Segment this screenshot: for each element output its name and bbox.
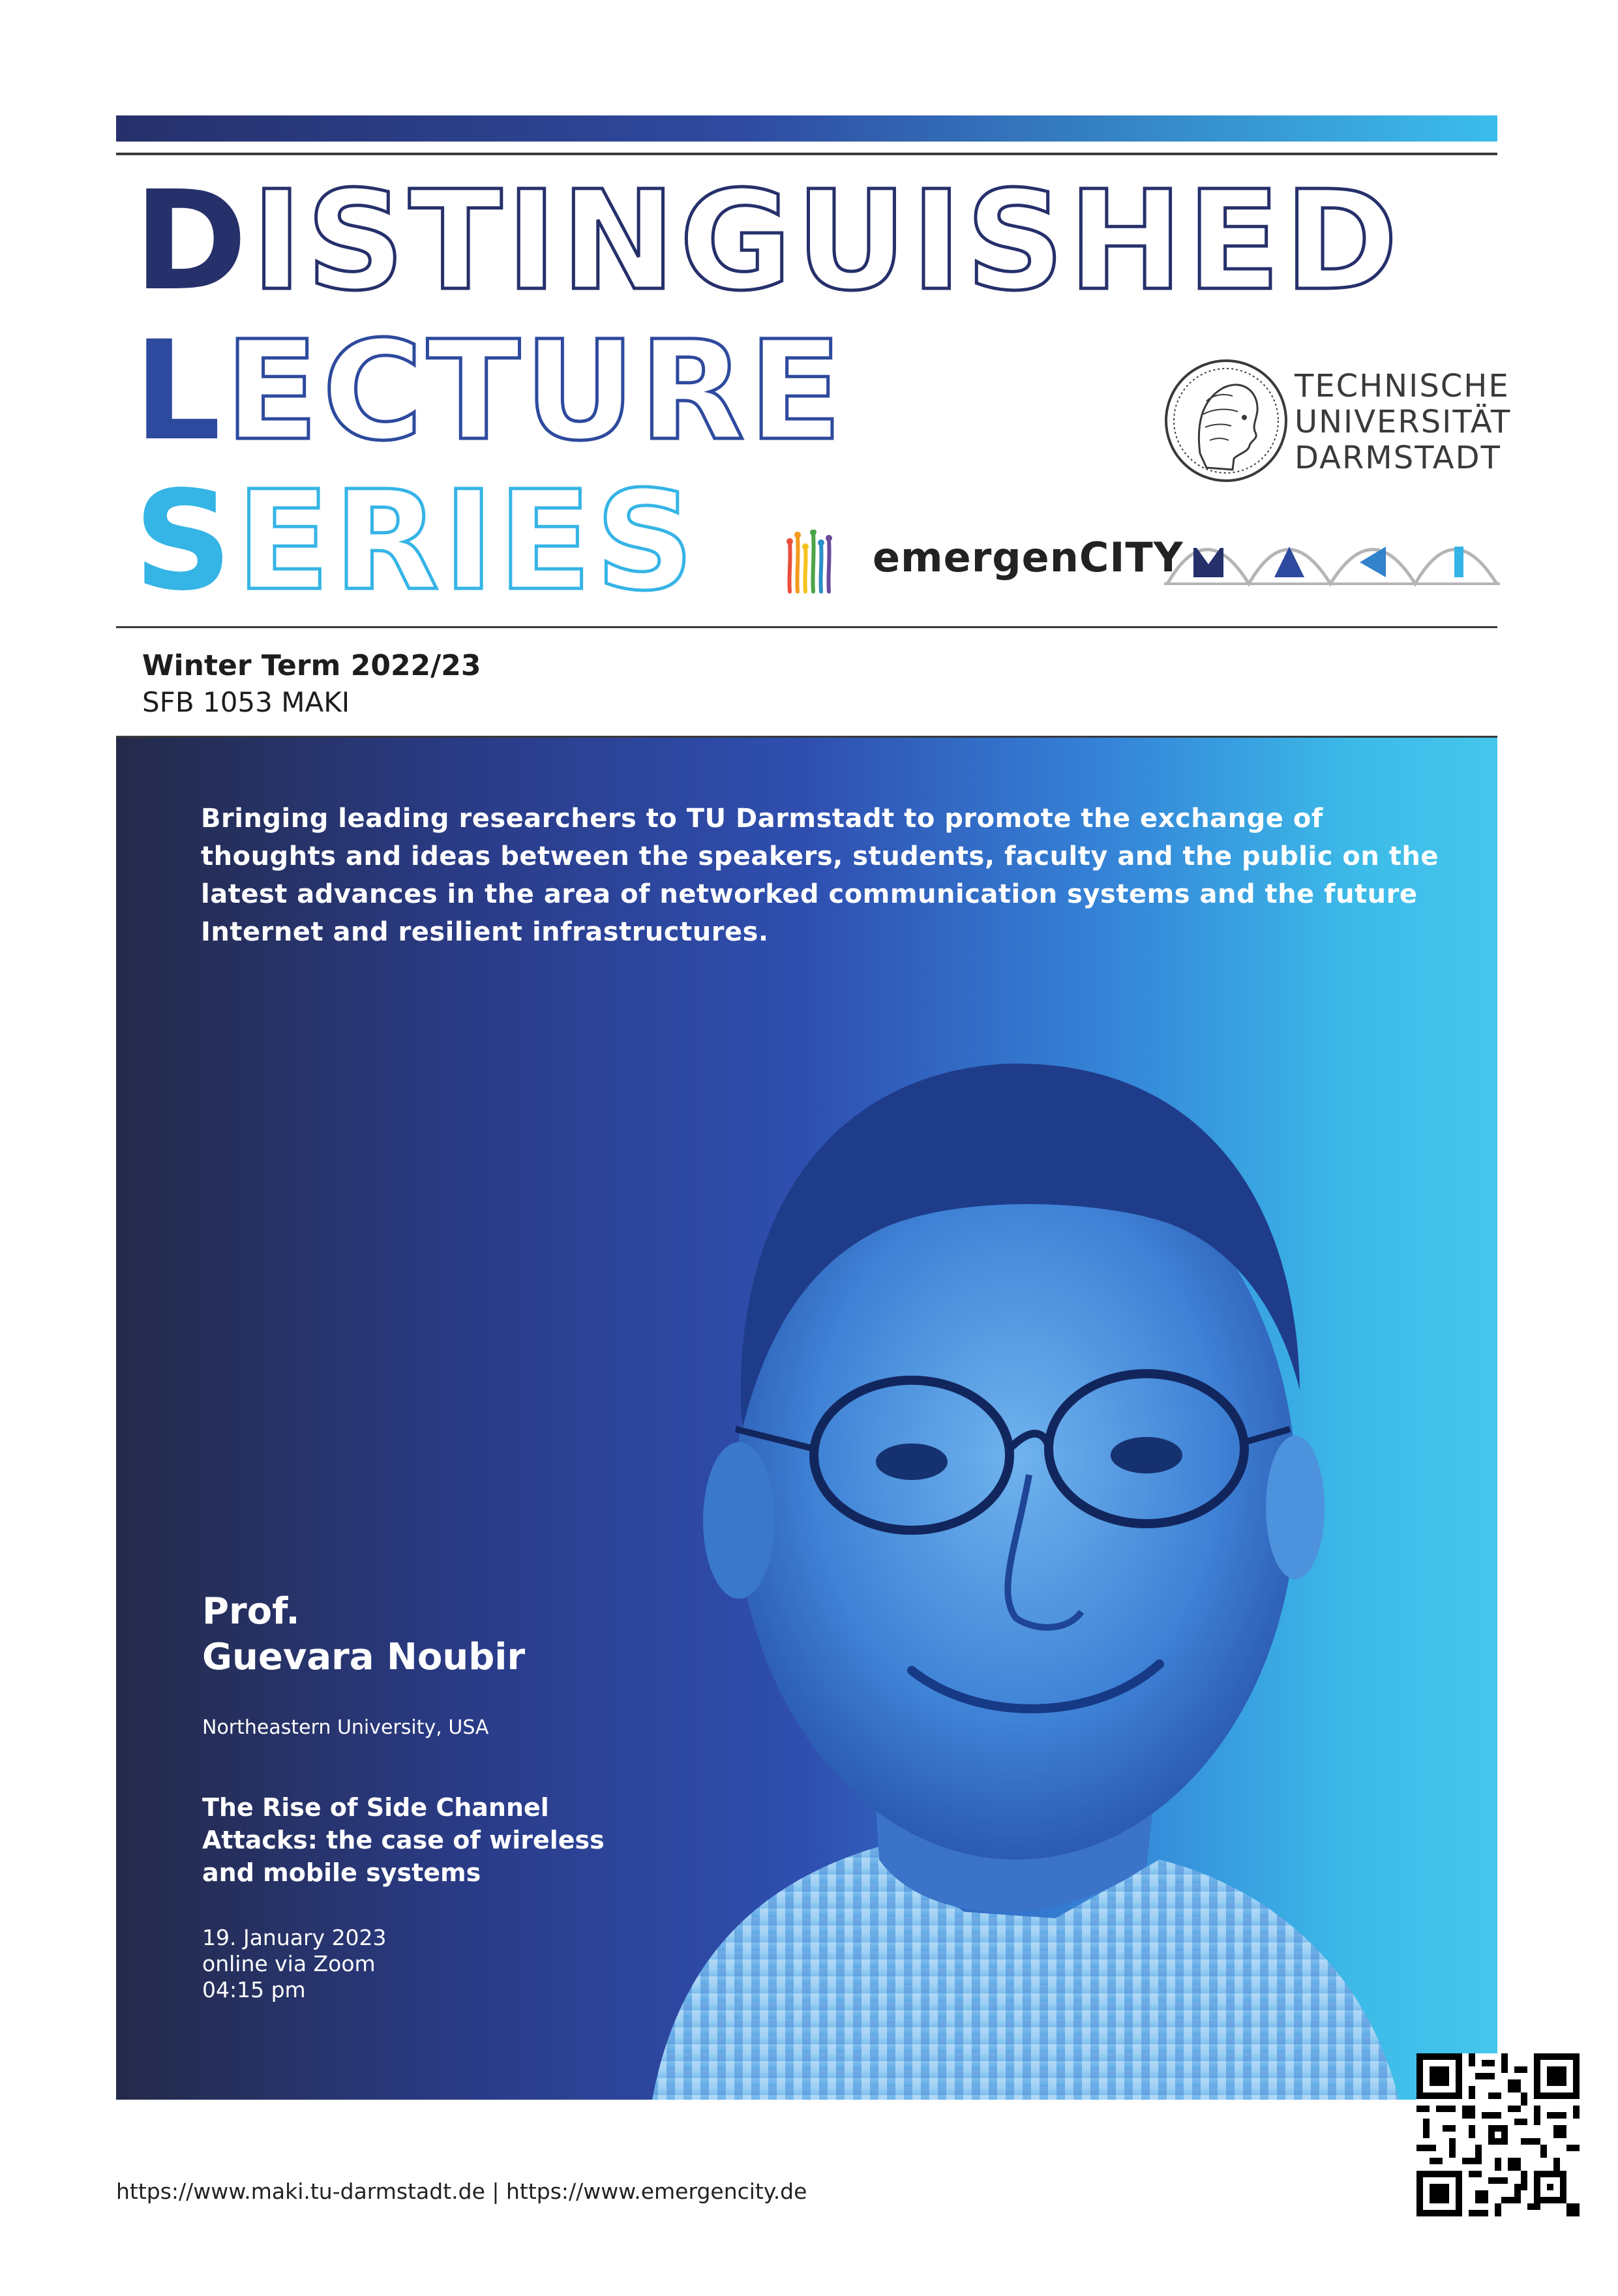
header-rule [116,153,1497,155]
event-details [202,1925,387,2003]
footer-links[interactable]: https://www.maki.tu-darmstadt.de | https://www.emergencity.de [116,2179,807,2204]
event-date: 19. January 2023 [202,1925,387,1950]
maki-logo [1164,522,1500,587]
tu-darmstadt-wordmark: TECHNISCHE UNIVERSITÄT DARMSTADT [1295,368,1512,476]
event-location: online via Zoom [202,1951,376,1976]
title-line-lecture: LECTURE [134,311,846,471]
talk-title: The Rise of Side Channel Attacks: the case of wireless and mobile systems [202,1793,605,1887]
qr-code [1416,2053,1580,2216]
emergencity-wordmark: emergenCITY [873,534,1184,581]
emergencity-bars-icon [786,530,838,595]
term-label: Winter Term 2022/23 [142,649,481,682]
hero-panel [116,738,1497,2100]
section-rule [116,626,1497,628]
title-line-series: SERIES [134,461,698,621]
header-gradient-bar [116,115,1497,142]
title-line-distinguished: DISTINGUISHED [134,161,1402,321]
speaker-portrait-image [599,933,1414,2100]
series-description: Bringing leading researchers to TU Darmstadt to promote the exchange of thoughts and ideas between the speakers, students, faculty and the public on the latest advances in the area of networked communication systems and the future Internet and resilient infrastructures. [201,804,1439,947]
speaker-name: Prof. Guevara Noubir [202,1590,526,1678]
event-time: 04:15 pm [202,1977,306,2002]
tu-darmstadt-seal-logo [1161,355,1291,486]
speaker-affiliation: Northeastern University, USA [202,1716,489,1739]
program-label: SFB 1053 MAKI [142,686,350,718]
